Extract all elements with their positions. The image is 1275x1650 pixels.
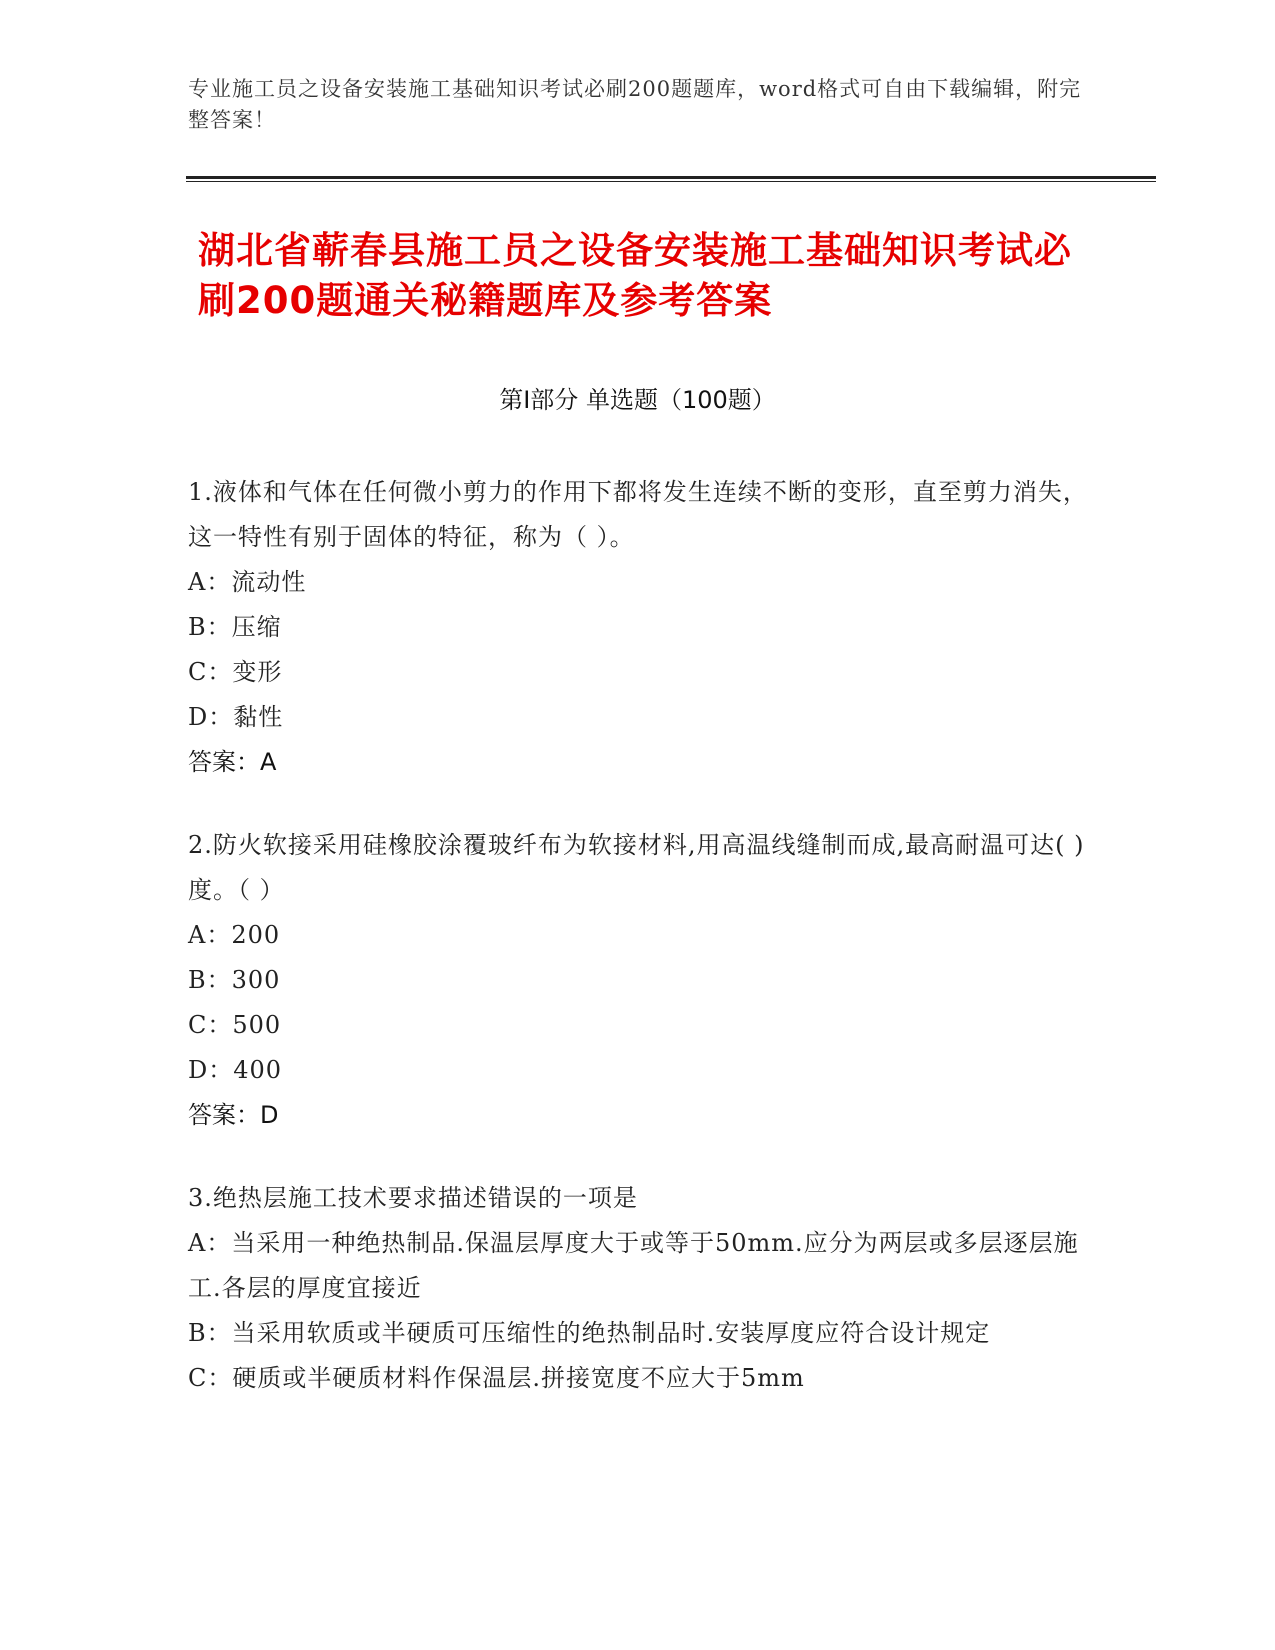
option-c: C：硬质或半硬质材料作保温层.拼接宽度不应大于5mm bbox=[188, 1364, 805, 1392]
option-b: B：300 bbox=[188, 966, 281, 994]
document-title: 湖北省蕲春县施工员之设备安装施工基础知识考试必刷200题通关秘籍题库及参考答案 bbox=[198, 229, 1072, 322]
question-2 bbox=[188, 823, 1088, 1138]
answer-line: 答案：D bbox=[188, 1101, 279, 1129]
option-c: C：500 bbox=[188, 1011, 282, 1039]
header-note: 专业施工员之设备安装施工基础知识考试必刷200题题库，word格式可自由下载编辑，附完整答案！ bbox=[188, 77, 1082, 132]
question-stem: 1.液体和气体在任何微小剪力的作用下都将发生连续不断的变形，直至剪力消失，这一特性有别于固体的特征，称为（ ）。 bbox=[188, 478, 1088, 551]
option-b: B：当采用软质或半硬质可压缩性的绝热制品时.安装厚度应符合设计规定 bbox=[188, 1319, 991, 1347]
question-stem: 2.防火软接采用硅橡胶涂覆玻纤布为软接材料,用高温线缝制而成,最高耐温可达( )度。（ ） bbox=[188, 831, 1085, 904]
option-a: A：当采用一种绝热制品.保温层厚度大于或等于50mm.应分为两层或多层逐层施工.各层的厚度宜接近 bbox=[188, 1229, 1079, 1302]
answer-line: 答案：A bbox=[188, 748, 277, 776]
section-heading: 第Ⅰ部分 单选题（100题） bbox=[499, 386, 776, 414]
header-divider bbox=[186, 176, 1156, 182]
option-a: A：流动性 bbox=[188, 568, 307, 596]
question-stem: 3.绝热层施工技术要求描述错误的一项是 bbox=[188, 1184, 638, 1212]
option-a: A：200 bbox=[188, 921, 281, 949]
option-d: D：黏性 bbox=[188, 703, 284, 731]
question-3 bbox=[188, 1176, 1088, 1401]
question-list bbox=[188, 470, 1088, 1439]
option-c: C：变形 bbox=[188, 658, 283, 686]
question-1 bbox=[188, 470, 1088, 785]
option-d: D：400 bbox=[188, 1056, 283, 1084]
option-b: B：压缩 bbox=[188, 613, 282, 641]
